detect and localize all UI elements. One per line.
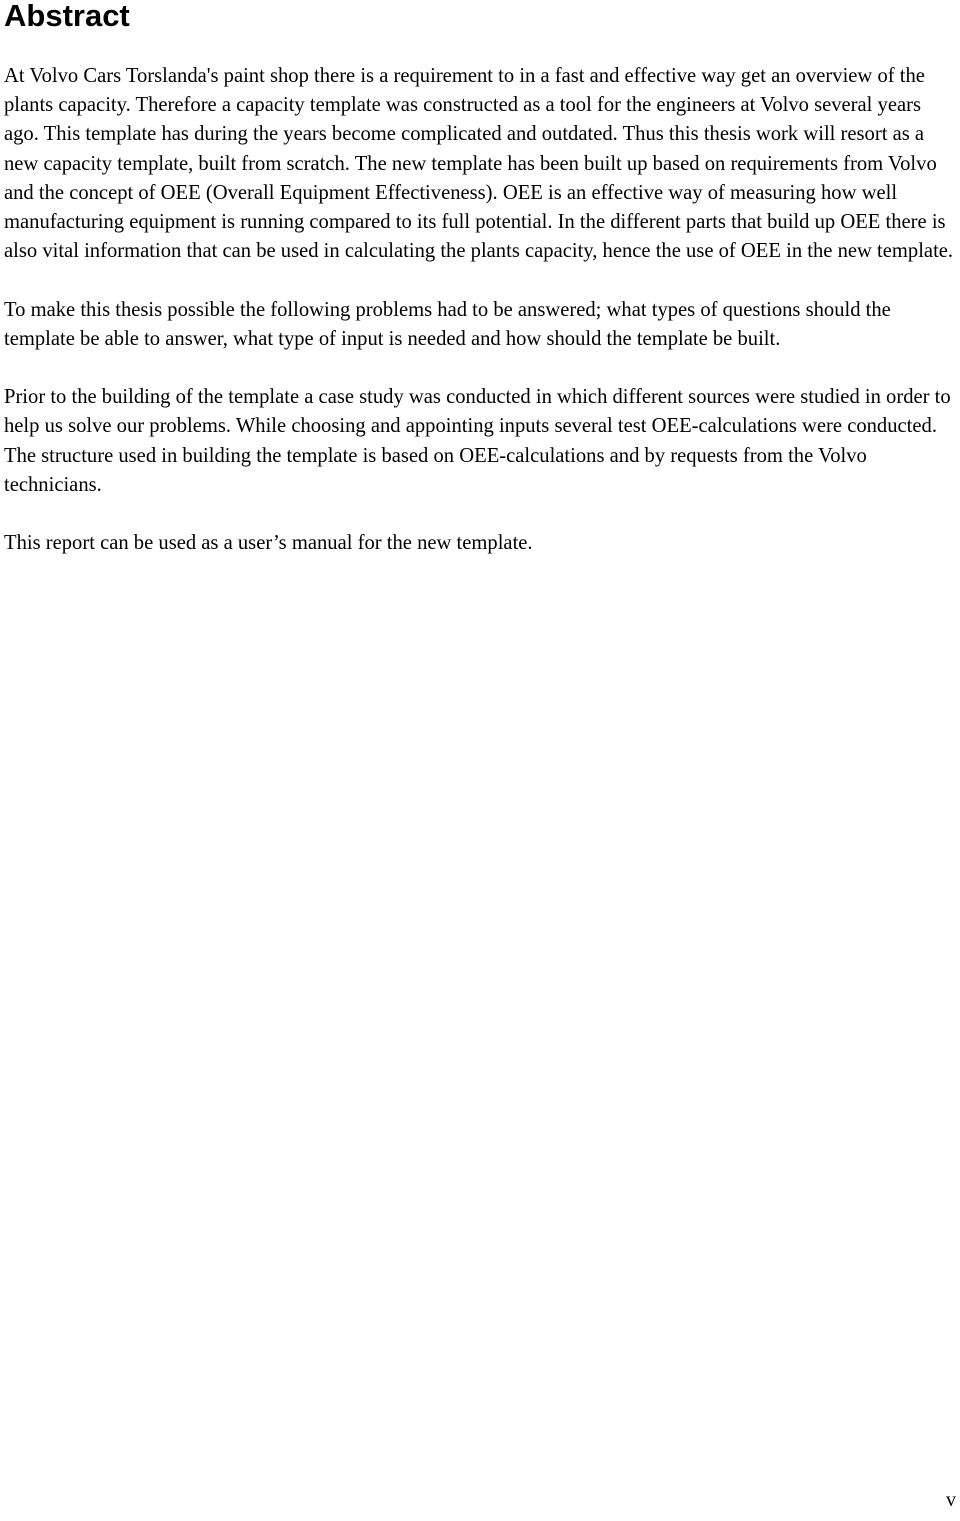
paragraph-3: Prior to the building of the template a case study was conducted in which different sources were studied in order to help us solve our problems. While choosing and appointing inputs several test OEE-calculations were conducted. The structure used in building the template is based on OEE-calculations and by requests from the Volvo technicians.	[4, 386, 951, 496]
abstract-body	[4, 62, 958, 588]
page-number: v	[946, 1489, 956, 1511]
paragraph-2: To make this thesis possible the following problems had to be answered; what types of questions should the template be able to answer, what type of input is needed and how should the template be built.	[4, 298, 891, 350]
paragraph-4: This report can be used as a user’s manual for the new template.	[4, 532, 533, 555]
page-title: Abstract	[4, 0, 130, 33]
paragraph-1: At Volvo Cars Torslanda's paint shop there is a requirement to in a fast and effective way get an overview of the plants capacity. Therefore a capacity template was constructed as a tool for the engineers at Volvo several years ago. This template has during the years become complicated and outdated. Thus this thesis work will resort as a new capacity template, built from scratch. The new template has been built up based on requirements from Volvo and the concept of OEE (Overall Equipment Effectiveness). OEE is an effective way of measuring how well manufacturing equipment is running compared to its full potential. In the different parts that build up OEE there is also vital information that can be used in calculating the plants capacity, hence the use of OEE in the new template.	[4, 65, 954, 263]
